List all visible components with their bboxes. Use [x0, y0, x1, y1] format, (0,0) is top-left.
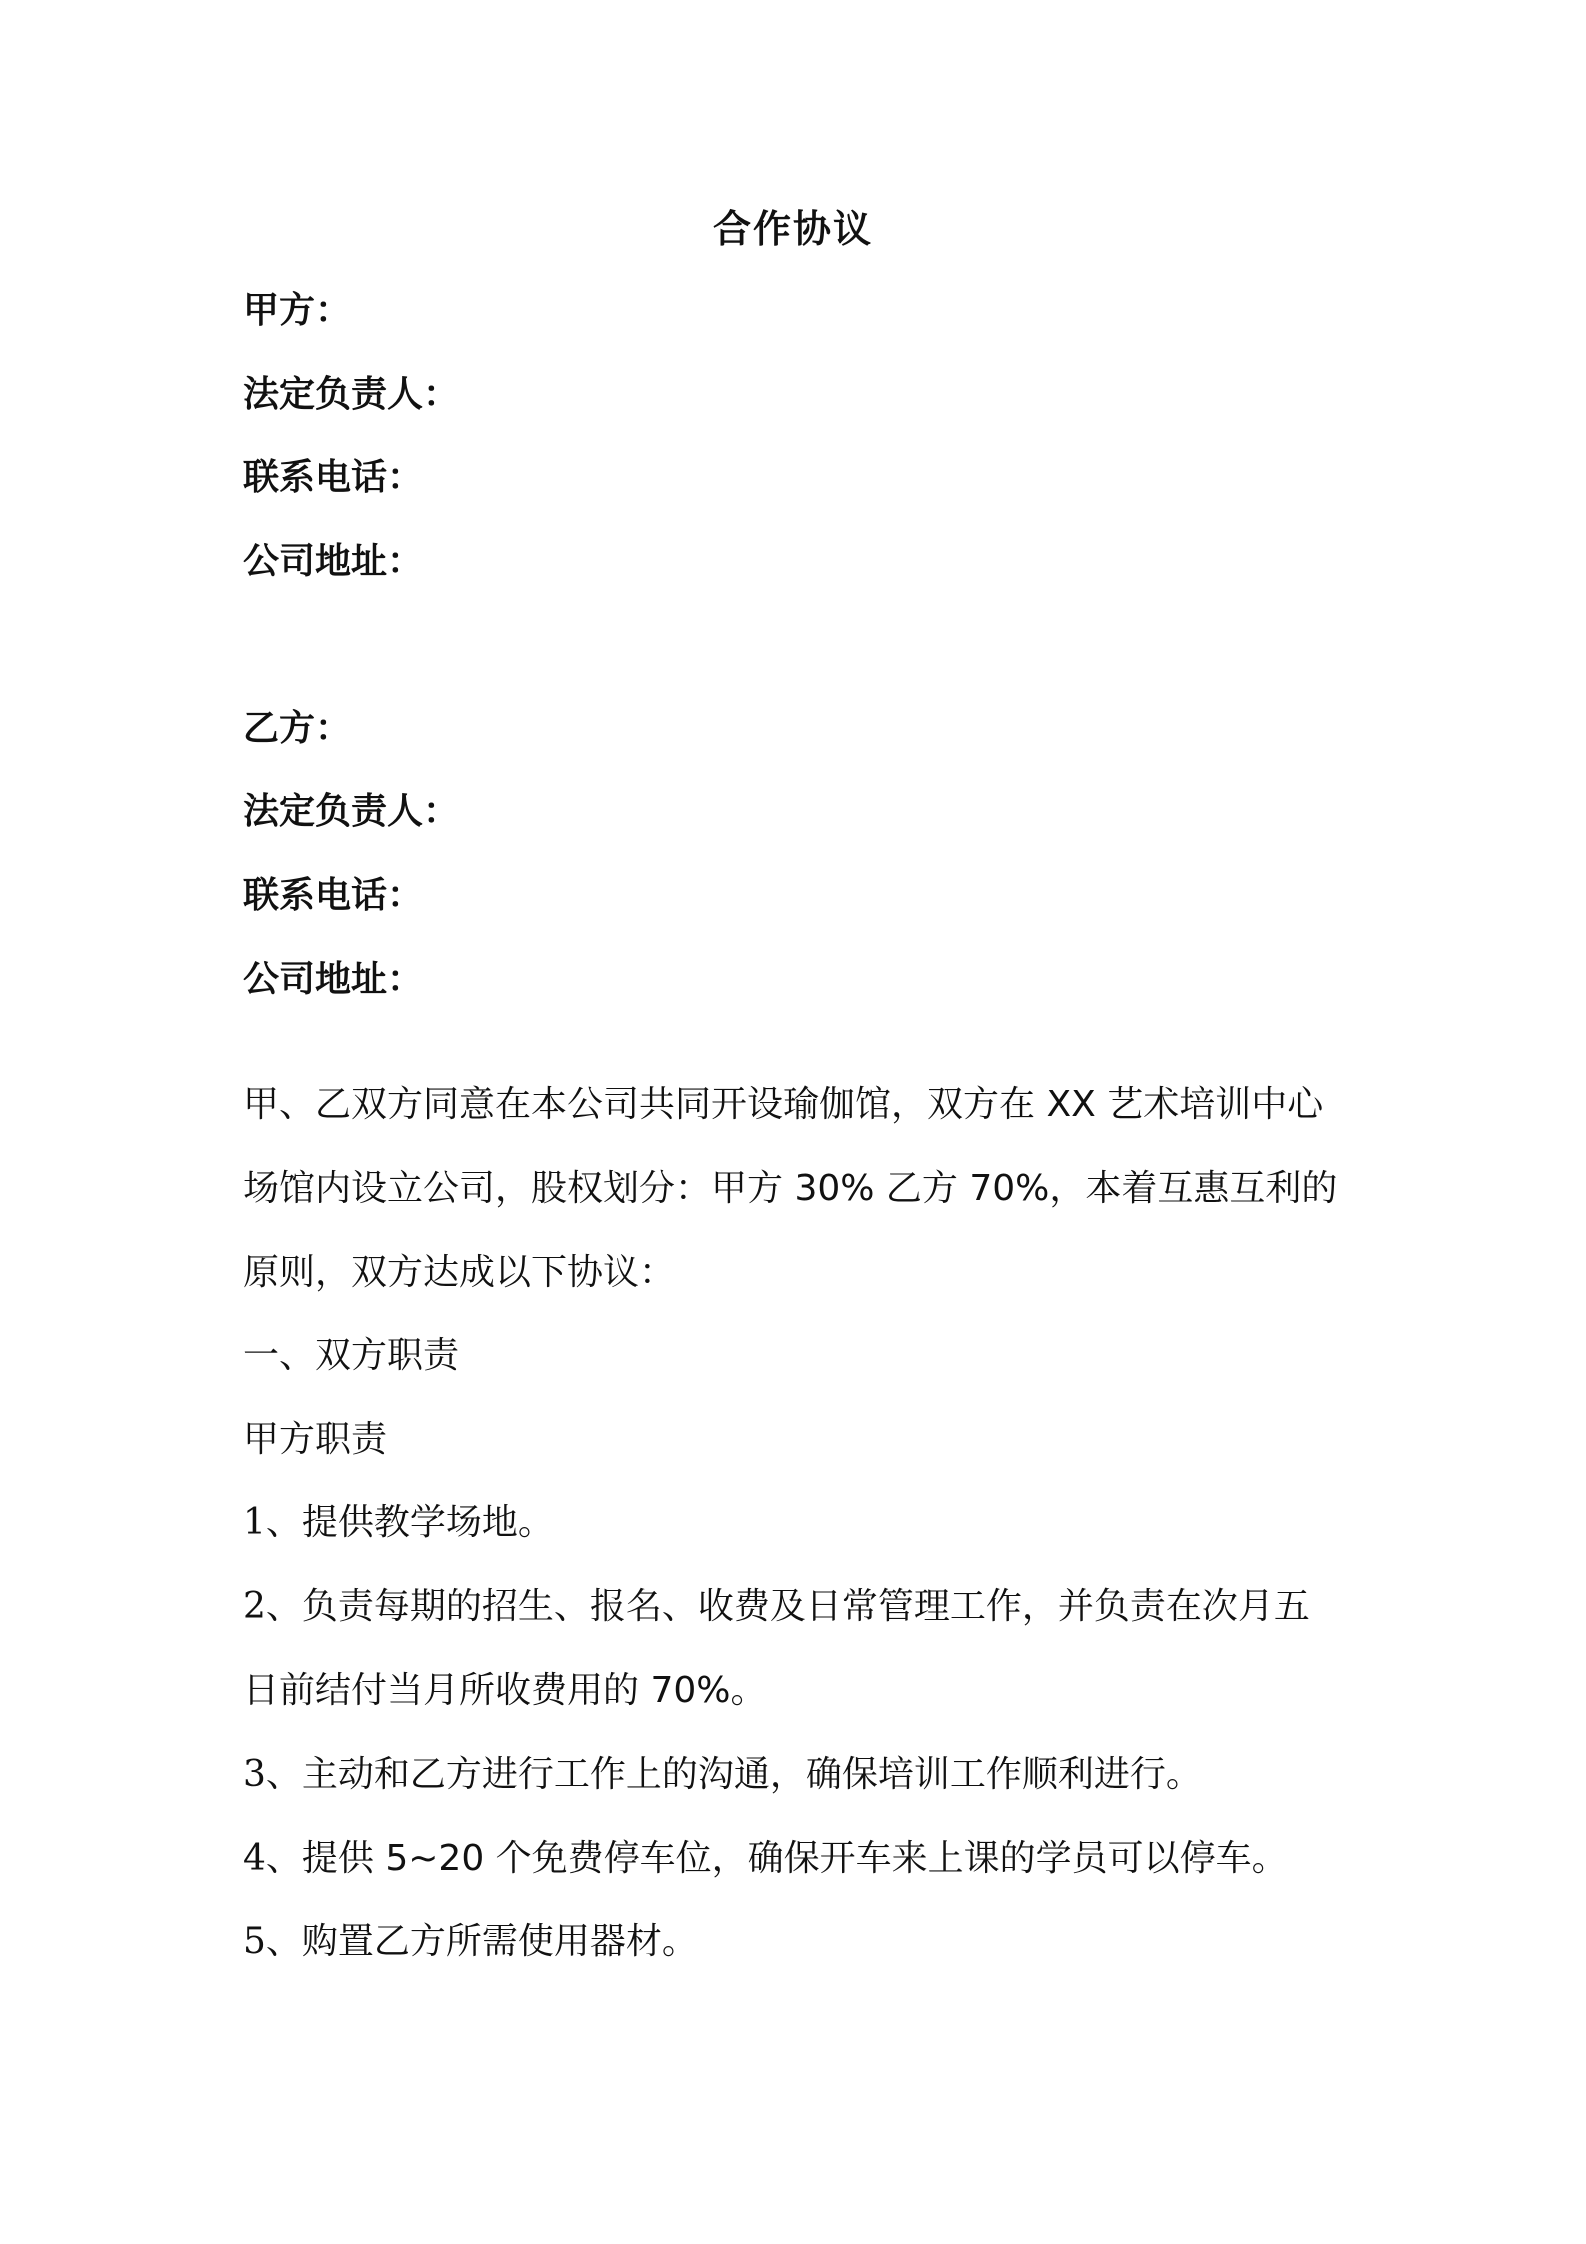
list-item-continuation: [243, 1666, 766, 1716]
page-title: 合作协议: [712, 207, 873, 251]
list-item-text: 提供教学场地。: [301, 1502, 554, 1543]
list-item-text: 日前结付当月所收费用的 70%。: [243, 1670, 767, 1711]
list-item-number: 3、: [243, 1754, 302, 1795]
list-item-number: 1、: [243, 1502, 302, 1543]
list-item-number: 4、: [243, 1838, 302, 1879]
party-a-address-label: 公司地址：: [243, 541, 424, 582]
list-item: [243, 1834, 1288, 1884]
intro-line: 场馆内设立公司，股权划分：甲方 30% 乙方 70%，本着互惠互利的: [243, 1168, 1338, 1209]
section-heading: 一、双方职责: [243, 1335, 460, 1376]
list-item: [243, 1582, 1310, 1632]
intro-line: 甲、乙双方同意在本公司共同开设瑜伽馆，双方在 XX 艺术培训中心: [243, 1084, 1324, 1125]
list-item-number: 5、: [243, 1921, 302, 1962]
intro-line: 原则，双方达成以下协议：: [243, 1252, 676, 1293]
party-b-label: 乙方：: [243, 708, 352, 749]
list-item-text: 购置乙方所需使用器材。: [301, 1921, 698, 1962]
party-a-rep-label: 法定负责人：: [243, 374, 460, 415]
subsection-heading: 甲方职责: [243, 1419, 388, 1460]
list-item-text: 主动和乙方进行工作上的沟通，确保培训工作顺利进行。: [301, 1754, 1202, 1795]
party-a-label: 甲方：: [243, 290, 352, 331]
list-item-text: 提供 5~20 个免费停车位，确保开车来上课的学员可以停车。: [301, 1838, 1288, 1879]
list-item: [243, 1750, 1202, 1800]
list-item: [243, 1917, 698, 1967]
list-item-number: 2、: [243, 1586, 302, 1627]
list-item: [243, 1498, 554, 1548]
party-b-phone-label: 联系电话：: [243, 875, 424, 916]
party-a-phone-label: 联系电话：: [243, 457, 424, 498]
party-b-address-label: 公司地址：: [243, 959, 424, 1000]
party-b-rep-label: 法定负责人：: [243, 791, 460, 832]
list-item-text: 负责每期的招生、报名、收费及日常管理工作，并负责在次月五: [301, 1586, 1310, 1627]
